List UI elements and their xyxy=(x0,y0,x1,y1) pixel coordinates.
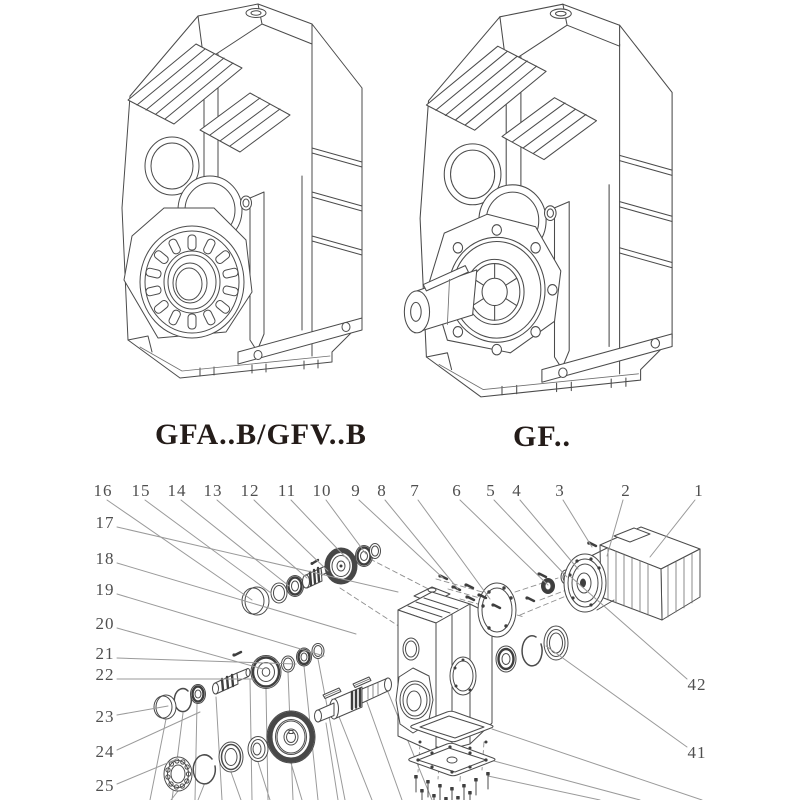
leader-line-19 xyxy=(117,594,324,656)
callout-7: 7 xyxy=(410,480,420,500)
callout-1: 1 xyxy=(694,480,704,500)
callout-13: 13 xyxy=(203,480,223,500)
bottom-cover-assembly xyxy=(409,711,495,800)
leader-line-15 xyxy=(145,500,271,593)
leader-line-12 xyxy=(254,500,328,571)
callout-23: 23 xyxy=(95,706,115,726)
callout-2: 2 xyxy=(621,480,631,500)
callout-6: 6 xyxy=(452,480,462,500)
callout-22: 22 xyxy=(95,664,115,684)
callout-8: 8 xyxy=(377,480,387,500)
leader-line-9 xyxy=(359,500,443,578)
leader-line-11 xyxy=(291,500,350,562)
model-label-gfab-gfvb: GFA..B/GFV..B xyxy=(155,418,367,451)
leader-line-20 xyxy=(117,628,263,669)
motor xyxy=(564,527,700,620)
leader-line-41 xyxy=(546,646,687,747)
model-label-gf: GF.. xyxy=(513,420,571,453)
callout-18: 18 xyxy=(95,548,115,568)
leader-line-24 xyxy=(117,712,200,750)
leader-line-8 xyxy=(385,500,458,589)
callout-21: 21 xyxy=(95,643,115,663)
drawing-gfab-gfvb xyxy=(122,4,362,378)
callout-17: 17 xyxy=(95,512,115,532)
callout-10: 10 xyxy=(312,480,332,500)
callout-20: 20 xyxy=(95,613,115,633)
input-shaft-assembly xyxy=(242,544,381,616)
callout-3: 3 xyxy=(555,480,565,500)
leader-line-16 xyxy=(107,500,252,600)
callout-24: 24 xyxy=(95,741,115,761)
exploded-view xyxy=(150,527,702,800)
leader-line-14 xyxy=(181,500,289,586)
callout-41: 41 xyxy=(687,742,707,762)
callout-16: 16 xyxy=(93,480,113,500)
callout-4: 4 xyxy=(512,480,522,500)
callout-11: 11 xyxy=(277,480,297,500)
leader-line-5 xyxy=(494,500,567,577)
leader-line-10 xyxy=(326,500,366,554)
callout-9: 9 xyxy=(351,480,361,500)
drawing-gf xyxy=(404,4,672,397)
callout-12: 12 xyxy=(240,480,260,500)
callout-25: 25 xyxy=(95,775,115,795)
callout-14: 14 xyxy=(167,480,187,500)
callout-15: 15 xyxy=(131,480,151,500)
intermediate-shaft-assembly xyxy=(154,644,324,720)
callout-5: 5 xyxy=(486,480,496,500)
callout-42: 42 xyxy=(687,674,707,694)
leader-line-3 xyxy=(563,500,592,547)
callout-19: 19 xyxy=(95,579,115,599)
